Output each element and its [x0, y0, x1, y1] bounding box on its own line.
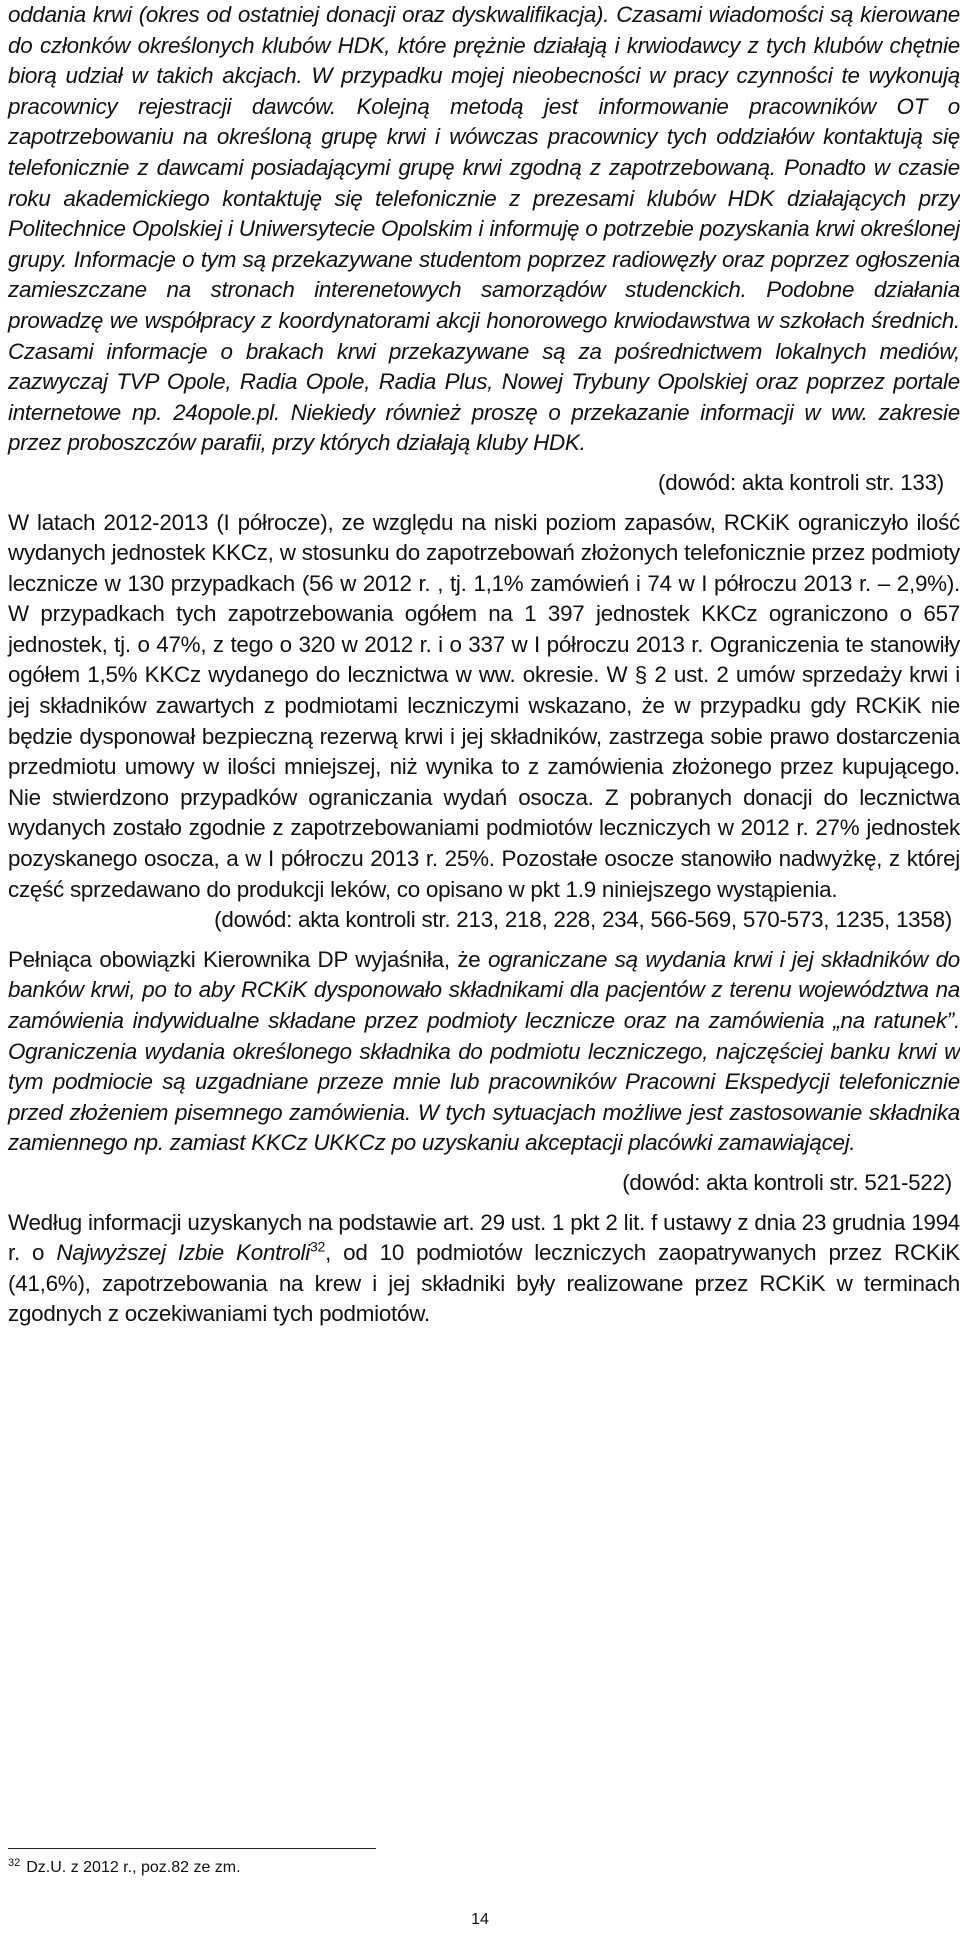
paragraph-3 [8, 945, 960, 1159]
evidence-reference-3: (dowód: akta kontroli str. 521-522) [622, 1169, 952, 1195]
page-number: 14 [471, 1911, 489, 1928]
footnote-separator [8, 1848, 376, 1849]
paragraph-4-after: , od 10 podmiotów leczniczych zaopatrywanych przez RCKiK (41,6%), zapotrzebowania na krew i jej składniki były realizowane przez RCKiK w terminach zgodnych z oczekiwaniami tych podmiotów. [8, 1240, 960, 1327]
paragraph-1-quote: oddania krwi (okres od ostatniej donacji oraz dyskwalifikacja). Czasami wiadomości są kierowane do członków określonych klubów HDK, które prężnie działają i krwiodawcy z tych klubów chętnie biorą udział w takich akcjach. W przypadku mojej nieobecności w pracy czynności te wykonują pracownicy rejestracji dawców. Kolejną metodą jest informowanie pracowników OT o zapotrzebowaniu na określoną grupę krwi i wówczas pracownicy tych oddziałów kontaktują się telefonicznie z dawcami posiadającymi grupę krwi zgodną z zapotrzebowaną. Ponadto w czasie roku akademickiego kontaktuję się telefonicznie z prezesami klubów HDK działających przy Politechnice Opolskiej i Uniwersytecie Opolskim i informuję o potrzebie pozyskania krwi określonej grupy. Informacje o tym są przekazywane studentom poprzez radiowęzły oraz poprzez ogłoszenia zamieszczane na stronach interenetowych samorządów studenckich. Podobne działania prowadzę we współpracy z koordynatorami akcji honorowego krwiodawstwa w szkołach średnich. Czasami informacje o brakach krwi przekazywane są za pośrednictwem lokalnych mediów, zazwyczaj TVP Opole, Radia Opole, Radia Plus, Nowej Trybuny Opolskiej oraz poprzez portale internetowe np. 24opole.pl. Niekiedy również proszę o przekazanie informacji w ww. zakresie przez proboszczów parafii, przy których działają kluby HDK. [8, 2, 960, 456]
footnote [8, 1858, 241, 1878]
footnote-reference[interactable]: 32 [309, 1238, 326, 1255]
evidence-reference-2: (dowód: akta kontroli str. 213, 218, 228, 234, 566-569, 570-573, 1235, 1358) [214, 907, 952, 933]
footnote-number: 32 [8, 1856, 21, 1869]
paragraph-4-before: Według informacji uzyskanych na podstawie art. 29 ust. 1 pkt 2 lit. f ustawy z dnia 23 grudnia 1994 r. o [8, 1209, 960, 1266]
document-body [8, 0, 960, 1330]
footnote-text: Dz.U. z 2012 r., poz.82 ze zm. [26, 1859, 241, 1876]
paragraph-4 [8, 1208, 960, 1330]
law-name: Najwyższej Izbie Kontroli [56, 1240, 310, 1266]
paragraph-2: W latach 2012-2013 (I półrocze), ze względu na niski poziom zapasów, RCKiK ograniczyło ilość wydanych jednostek KKCz, w stosunku do zapotrzebowań złożonych telefonicznie przez podmioty lecznicze w 130 przypadkach (56 w 2012 r. , tj. 1,1% zamówień i 74 w I półroczu 2013 r. – 2,9%). W przypadkach tych zapotrzebowania ogółem na 1 397 jednostek KKCz ograniczono o 657 jednostek, tj. o 47%, z tego o 320 w 2012 r. i o 337 w I półroczu 2013 r. Ograniczenia te stanowiły ogółem 1,5% KKCz wydanego do lecznictwa w ww. okresie. W § 2 ust. 2 umów sprzedaży krwi i jej składników zawartych z podmiotami leczniczymi wskazano, że w przypadku gdy RCKiK nie będzie dysponował bezpieczną rezerwą krwi i jej składników, zastrzega sobie prawo dostarczenia przedmiotu umowy w ilości mniejszej, niż wynika to z zamówienia złożonego przez kupującego. Nie stwierdzono przypadków ograniczania wydań osocza. Z pobranych donacji do lecznictwa wydanych zostało zgodnie z zapotrzebowaniami podmiotów leczniczych w 2012 r. 27% jednostek pozyskanego osocza, a w I półroczu 2013 r. 25%. Pozostałe osocze stanowiło nadwyżkę, z której część sprzedawano do produkcji leków, co opisano w pkt 1.9 niniejszego wystąpienia. [8, 509, 960, 902]
evidence-reference-1: (dowód: akta kontroli str. 133) [658, 469, 944, 495]
paragraph-1 [8, 0, 960, 459]
paragraph-3-lead: Pełniąca obowiązki Kierownika DP wyjaśniła, że [8, 946, 488, 972]
paragraph-3-quote: ograniczane są wydania krwi i jej składników do banków krwi, po to aby RCKiK dysponowało składnikami dla pacjentów z terenu województwa na zamówienia indywidualne składane przez podmioty lecznicze oraz na zamówienia „na ratunek”. Ograniczenia wydania określonego składnika do podmiotu leczniczego, najczęściej banku krwi w tym podmiocie są uzgadniane przeze mnie lub pracowników Pracowni Ekspedycji telefonicznie przed złożeniem pisemnego zamówienia. W tych sytuacjach możliwe jest zastosowanie składnika zamiennego np. zamiast KKCz UKKCz po uzyskaniu akceptacji placówki zamawiającej. [8, 946, 960, 1156]
